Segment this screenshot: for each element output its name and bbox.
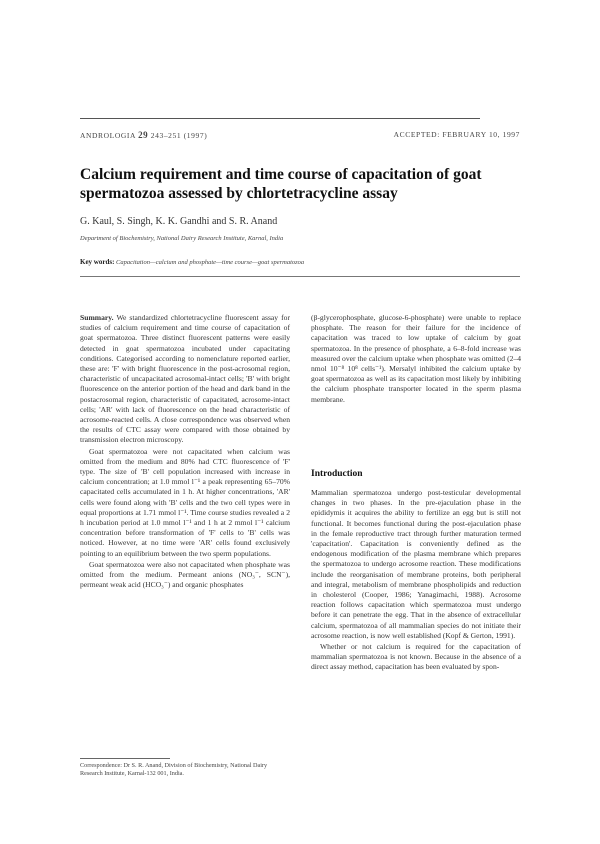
summary-paragraph-1 bbox=[80, 313, 290, 446]
journal-citation bbox=[80, 130, 207, 140]
journal-volume: 29 bbox=[138, 130, 149, 140]
introduction-heading: Introduction bbox=[311, 469, 363, 479]
summary-lead: Summary. bbox=[80, 313, 114, 322]
right-column-top bbox=[311, 313, 521, 406]
keywords-rule bbox=[80, 276, 520, 277]
introduction-paragraph-1: Mammalian spermatozoa undergo post-testicular developmental changes in two phases. In the pre-ejaculation phase in the epididymis it acquires the ability to fertilize an egg but is still not functional. It becomes functional during the post-ejaculation phase in the female reproductive tract through further maturation termed 'capacitation'. Capacitation is conveniently defined as the endogenous modification of the plasma membrane which prepares the spermatozoa to undergo acrosome reaction. These modifications include the reorganisation of membrane proteins, both peripheral and integral, metabolism of membrane phospholipids and reduction in cholesterol (Cooper, 1986; Yanagimachi, 1988). Acrosome reaction follows capacitation which spermatozoa must undergo before it can penetrate the egg. That in the absence of extracellular calcium, spermatozoa of all mammalian species do not initiate their acrosome reaction, is now well established (Kopf & Gerton, 1991). bbox=[311, 488, 521, 640]
footnote-rule bbox=[80, 758, 170, 759]
summary-text-1: We standardized chlortetracycline fluorescent assay for studies of calcium requirement and time course of capacitation of goat spermatozoa. Three distinct fluorescent patterns were easily detected in goat spermatozoa incubated under capacitating conditions. Categorised according to nomenclature reported earlier, these are: 'F' with bright fluorescence in the post-acrosomal region, characteristic of uncapacitated acrosomal-intact cells; 'B' with bright fluorescence on the anterior portion of the head and dark band in the postacrosomal region, characteristic of capacitated, acrosome-intact cells; 'AR' with lack of fluorescence on the head characteristic of acrosome-reacted cells. A close correspondence was observed when the results of CTC assay were compared with those obtained by transmission electron microscopy. bbox=[80, 313, 290, 445]
keywords bbox=[80, 258, 304, 266]
keywords-text: Capacitation—calcium and phosphate—time course—goat spermatozoa bbox=[116, 259, 305, 266]
authors: G. Kaul, S. Singh, K. K. Gandhi and S. R. Anand bbox=[80, 216, 278, 227]
correspondence-footnote: Correspondence: Dr S. R. Anand, Division of Biochemistry, National Dairy Research Institute, Karnal-132 001, India. bbox=[80, 762, 268, 777]
left-column bbox=[80, 313, 290, 591]
keywords-label: Key words: bbox=[80, 258, 115, 266]
affiliation: Department of Biochemistry, National Dairy Research Institute, Karnal, India bbox=[80, 235, 284, 242]
paper-title: Calcium requirement and time course of capacitation of goat spermatozoa assessed by chlortetracycline assay bbox=[80, 166, 482, 202]
introduction-paragraph-2: Whether or not calcium is required for the capacitation of mammalian spermatozoa is not known. Because in the absence of a direct assay method, capacitation has been evaluated by spon- bbox=[311, 642, 521, 672]
introduction-body bbox=[311, 488, 521, 674]
header-rule bbox=[80, 118, 480, 119]
accepted-date: ACCEPTED: FEBRUARY 10, 1997 bbox=[393, 130, 520, 139]
journal-pages: 243–251 (1997) bbox=[150, 131, 208, 140]
journal-name: ANDROLOGIA bbox=[80, 131, 136, 140]
summary-paragraph-3: Goat spermatozoa were also not capacitated when phosphate was omitted from the medium. Permeant anions (NO₃⁻, SCN⁻), permeant weak acid (HCO₃⁻) and organic phosphates bbox=[80, 559, 290, 590]
summary-paragraph-2: Goat spermatozoa were not capacitated when calcium was omitted from the medium and 80% had CTC fluorescence of 'F' type. The size of 'B' cell population increased with increase in calcium concentration; at 1.0 mmol l⁻¹ a peak representing 65–70% capacitated cells accumulated in 1 h. At higher concentrations, 'AR' cells were found along with 'B' cells and the two cell types were in equal proportions at 1.71 mmol l⁻¹. Time course studies revealed a 2 h incubation period at 1.0 mmol l⁻¹ and 1 h at 2 mmol l⁻¹ calcium concentration before transformation of 'F' cells to 'B' cells was noticed. However, at no time were 'AR' cells found exclusively pointing to an equilibrium between the two sperm populations. bbox=[80, 446, 290, 558]
summary-continuation: (β-glycerophosphate, glucose-6-phosphate) were unable to replace phosphate. The reason for their failure for the incidence of capacitation was traced to low uptake of calcium by goat spermatozoa. In the presence of phosphate, a 6–8-fold increase was measured over the calcium uptake when phosphate was omitted (2–4 nmol 10⁻⁸ 10⁸ cells⁻¹). Mersalyl inhibited the calcium uptake by goat spermatozoa as well as its capacitation most likely by inhibiting the calcium phosphate transporter located in the sperm plasma membrane. bbox=[311, 313, 521, 404]
